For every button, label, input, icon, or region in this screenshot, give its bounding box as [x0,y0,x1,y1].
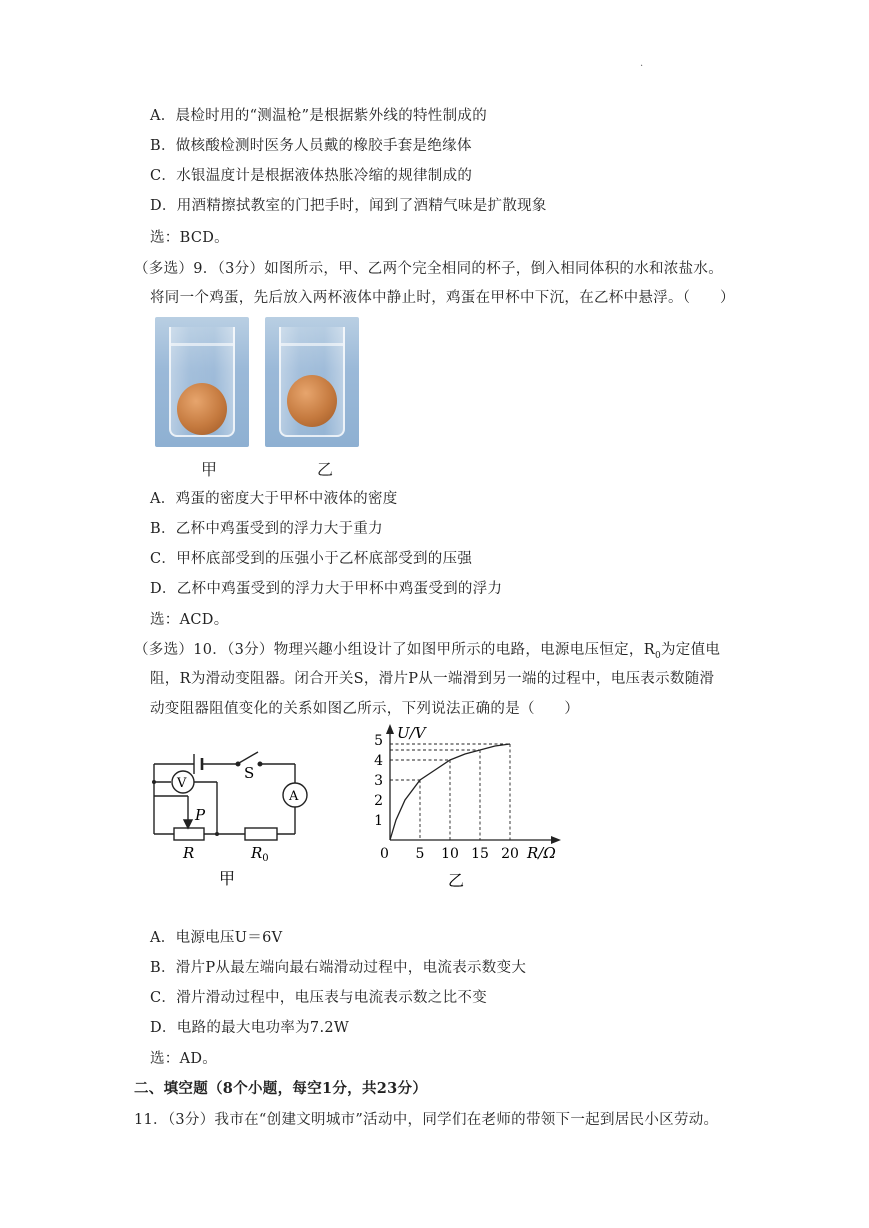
egg-suspended [287,375,337,427]
figure-label-yi: 乙 [317,460,334,479]
q10-option-a: A．电源电压U＝6V [150,930,283,946]
slider-label: P [195,806,206,824]
x-tick-label: 20 [501,846,519,862]
u-r-curve [390,744,510,840]
q11-stem-line1: 11．（3分）我市在“创建文明城市”活动中，同学们在老师的带领下一起到居民小区劳动。 [134,1112,719,1128]
q9-option-d: D．乙杯中鸡蛋受到的浮力大于甲杯中鸡蛋受到的浮力 [150,581,503,597]
fixed-resistor-letter: R [251,844,263,862]
q9-stem-line1: （多选）9．（3分）如图所示，甲、乙两个完全相同的杯子，倒入相同体积的水和浓盐水。 [134,261,723,277]
q10-option-c: C．滑片滑动过程中，电压表与电流表示数之比不变 [150,990,487,1006]
x-axis-label: R/Ω [527,844,556,862]
x-tick-label: 10 [441,846,459,862]
y-tick-label: 3 [374,773,383,789]
switch-blade [239,752,258,763]
q8-option-b: B．做核酸检测时医务人员戴的橡胶手套是绝缘体 [150,138,472,154]
y-tick-label: 4 [374,753,383,769]
beaker-yi-photo [265,317,359,447]
y-axis-label: U/V [397,724,426,742]
q10-stem-line1 [134,638,720,661]
y-axis-arrow [386,724,394,734]
q8-option-d: D．用酒精擦拭教室的门把手时，闻到了酒精气味是扩散现象 [150,198,547,214]
q9-option-b: B．乙杯中鸡蛋受到的浮力大于重力 [150,521,383,537]
x-axis-arrow [551,836,561,844]
y-tick-label: 2 [374,793,383,809]
q10-stem-line2: 阻，R为滑动变阻器。闭合开关S，滑片P从一端滑到另一端的过程中，电压表示数随滑 [150,671,715,687]
figure-label-jia: 甲 [201,460,218,479]
x-tick-label: 15 [471,846,489,862]
q10-option-d: D．电路的最大电功率为7.2W [150,1020,350,1036]
rheostat-r [174,828,204,840]
q8-option-a: A．晨检时用的“测温枪”是根据紫外线的特性制成的 [150,108,487,124]
header-mark: . [640,58,644,69]
q9-answer: 选：ACD。 [150,612,229,628]
beaker-jia-photo [155,317,249,447]
ammeter-label: A [289,789,299,804]
q8-answer: 选：BCD。 [150,230,229,246]
slider-arrow [184,820,192,828]
y-tick-label: 5 [374,733,383,749]
circuit-caption: 甲 [219,869,236,888]
q10-stem-r0-sub: 0 [654,650,661,661]
switch-contact-right [258,762,262,766]
graph-caption: 乙 [448,871,465,890]
q10-answer: 选：AD。 [150,1051,218,1067]
q10-stem-line1-a: （多选）10．（3分）物理兴趣小组设计了如图甲所示的电路，电源电压恒定，R [134,642,655,658]
y-tick-label: 1 [374,813,383,829]
voltmeter-label: V [177,776,187,791]
q9-stem-line2: 将同一个鸡蛋，先后放入两杯液体中静止时，鸡蛋在甲杯中下沉，在乙杯中悬浮。（ ） [150,290,735,306]
switch-label: S [244,764,255,782]
fixed-resistor-label [250,844,269,864]
u-r-graph [365,720,575,895]
x-tick-label: 5 [415,846,425,862]
egg-sunk [177,383,227,435]
origin-label: 0 [380,846,389,862]
q10-option-b: B．滑片P从最左端向最右端滑动过程中，电流表示数变大 [150,960,527,976]
q10-stem-line3: 动变阻器阻值变化的关系如图乙所示，下列说法正确的是（ ） [150,701,580,717]
q10-stem-line1-b: 为定值电 [660,642,721,658]
q9-option-c: C．甲杯底部受到的压强小于乙杯底部受到的压强 [150,551,473,567]
q9-option-a: A．鸡蛋的密度大于甲杯中液体的密度 [150,491,398,507]
fixed-resistor-r0 [245,828,277,840]
fixed-resistor-subscript: 0 [262,853,269,864]
circuit-diagram [140,740,320,890]
section-2-title: 二、填空题（8个小题，每空1分，共23分） [134,1080,428,1097]
rheostat-label: R [183,844,195,862]
dashed-guides [390,744,510,840]
q8-option-c: C．水银温度计是根据液体热胀冷缩的规律制成的 [150,168,473,184]
